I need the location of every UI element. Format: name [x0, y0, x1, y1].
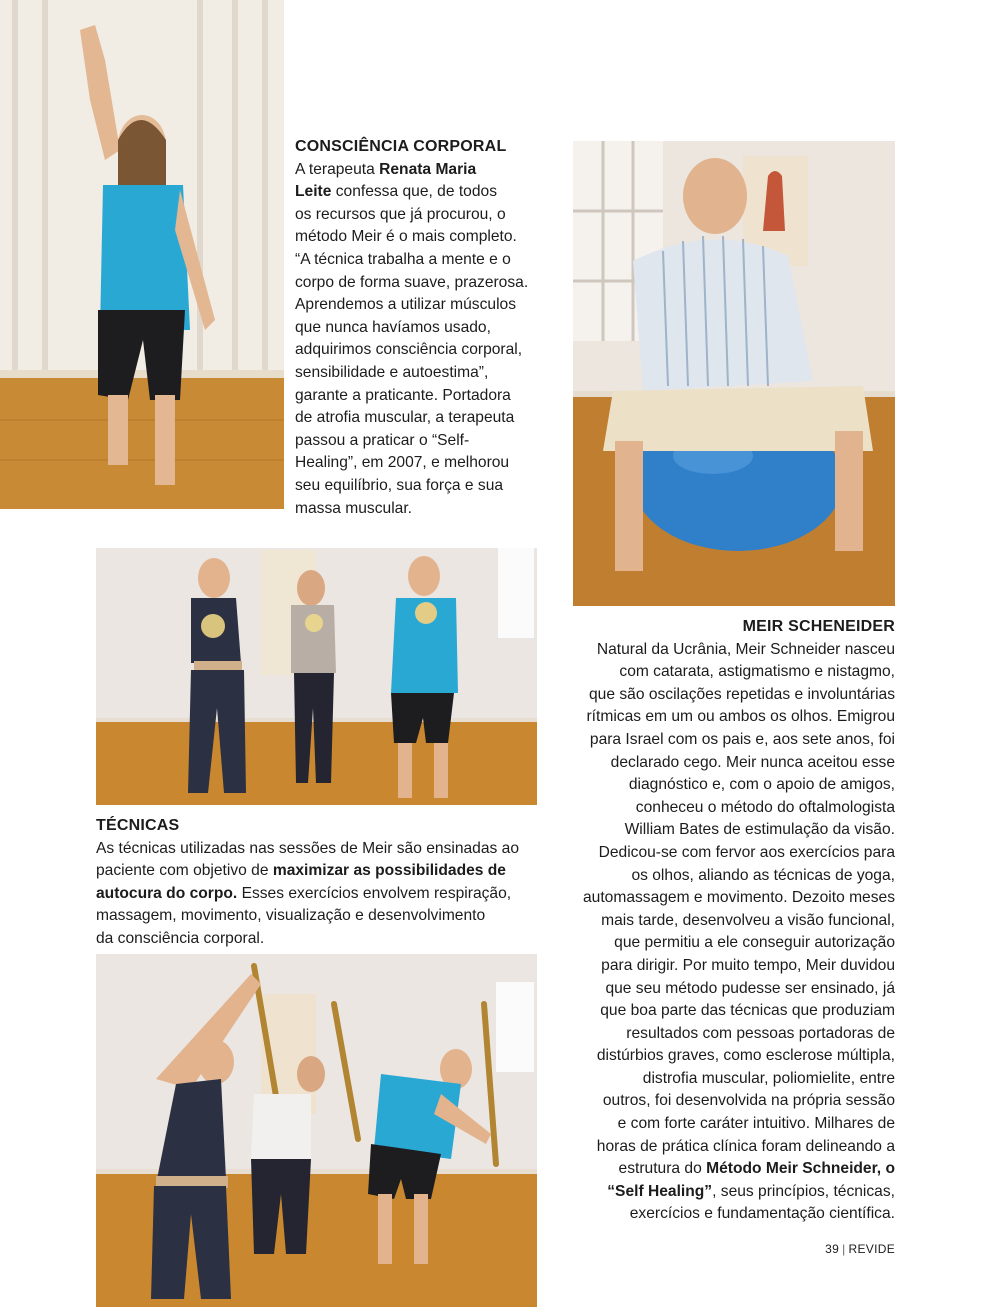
text-segment: que são oscilações repetidas e involuntárias — [589, 685, 895, 703]
text-line — [295, 339, 543, 362]
text-line — [295, 294, 543, 317]
text-segment: William Bates de estimulação da visão. — [624, 821, 895, 839]
text-line — [548, 729, 895, 752]
text-line — [295, 385, 543, 408]
text-line — [295, 159, 543, 182]
text-line — [548, 684, 895, 707]
text-segment: passou a praticar o “Self- — [295, 431, 470, 449]
consciencia-body — [295, 159, 543, 521]
page-footer — [825, 1242, 895, 1256]
meir-body — [548, 639, 895, 1226]
text-line — [548, 1136, 895, 1159]
text-line — [96, 883, 546, 906]
text-line — [96, 928, 546, 951]
text-line — [295, 407, 543, 430]
tecnicas-section — [96, 815, 546, 951]
text-segment: distrofia muscular, poliomielite, entre — [642, 1069, 895, 1087]
text-segment: distúrbios graves, como esclerose múltipla, — [596, 1047, 895, 1065]
text-line — [96, 838, 546, 861]
tecnicas-heading: TÉCNICAS — [96, 817, 180, 834]
text-segment: “A técnica trabalha a mente e o — [295, 250, 511, 268]
text-segment: estrutura do — [618, 1160, 707, 1178]
text-segment: Esses exercícios envolvem respiração, — [237, 884, 512, 902]
text-line — [548, 1090, 895, 1113]
text-line — [548, 752, 895, 775]
text-segment: que boa parte das técnicas que produziam — [600, 1002, 895, 1020]
text-line — [548, 1158, 895, 1181]
page-number: 39 — [825, 1242, 840, 1256]
bold-text: Leite — [295, 183, 332, 201]
text-line — [548, 639, 895, 662]
text-line — [295, 181, 543, 204]
text-line — [295, 362, 543, 385]
text-line — [548, 1023, 895, 1046]
text-line — [295, 204, 543, 227]
text-line — [295, 272, 543, 295]
text-line — [295, 475, 543, 498]
text-segment: método Meir é o mais completo. — [295, 228, 517, 246]
text-segment: os recursos que já procurou, o — [295, 205, 506, 223]
text-segment: com catarata, astigmatismo e nistagmo, — [619, 663, 895, 681]
text-segment: que nunca havíamos usado, — [295, 318, 491, 336]
text-segment: As técnicas utilizadas nas sessões de Meir são ensinadas ao — [96, 839, 519, 857]
bold-text: maximizar as possibilidades de — [272, 862, 506, 880]
text-segment: , seus princípios, técnicas, — [712, 1182, 895, 1200]
text-line — [548, 706, 895, 729]
text-line — [295, 498, 543, 521]
text-segment: Healing”, em 2007, e melhorou — [295, 454, 510, 472]
text-segment: confessa que, de todos — [331, 183, 497, 201]
text-line — [548, 865, 895, 888]
text-line — [548, 1203, 895, 1226]
text-segment: automassagem e movimento. Dezoito meses — [582, 889, 895, 907]
text-segment: A terapeuta — [295, 160, 380, 178]
text-segment: declarado cego. Meir nunca aceitou esse — [610, 753, 895, 771]
consciencia-section — [295, 136, 543, 520]
text-line — [548, 887, 895, 910]
text-line — [548, 1068, 895, 1091]
photo-three-women-holding-balls — [96, 548, 537, 805]
text-segment: que seu método pudesse ser ensinado, já — [605, 979, 895, 997]
text-segment: que permitiu a ele conseguir autorização — [614, 934, 895, 952]
text-segment: corpo de forma suave, prazerosa. — [295, 273, 529, 291]
text-segment: para dirigir. Por muito tempo, Meir duvidou — [601, 956, 895, 974]
text-segment: resultados com pessoas portadoras de — [626, 1024, 895, 1042]
text-segment: exercícios e fundamentação científica. — [629, 1205, 895, 1223]
photo-three-women-stretching-sticks — [96, 954, 537, 1307]
text-segment: conheceu o método do oftalmologista — [635, 798, 895, 816]
text-segment: mais tarde, desenvolveu a visão funcional, — [601, 911, 895, 929]
text-segment: Aprendemos a utilizar músculos — [295, 296, 517, 314]
text-line — [96, 905, 546, 928]
meir-section — [548, 616, 895, 1226]
text-line — [96, 860, 546, 883]
text-line — [548, 978, 895, 1001]
bold-text: Método Meir Schneider, o — [706, 1160, 895, 1178]
text-line — [548, 1045, 895, 1068]
text-segment: Natural da Ucrânia, Meir Schneider nasceu — [596, 640, 895, 658]
text-segment: outros, foi desenvolvida na própria sessão — [602, 1092, 895, 1110]
text-line — [295, 452, 543, 475]
text-line — [548, 661, 895, 684]
text-line — [548, 910, 895, 933]
text-line — [548, 932, 895, 955]
consciencia-heading: CONSCIÊNCIA CORPORAL — [295, 138, 507, 155]
text-line — [295, 226, 543, 249]
text-segment: massagem, movimento, visualização e desenvolvimento — [96, 907, 486, 925]
text-segment: massa muscular. — [295, 499, 412, 517]
text-segment: diagnóstico e, com o apoio de amigos, — [628, 776, 895, 794]
text-line — [548, 797, 895, 820]
text-segment: da consciência corporal. — [96, 929, 265, 947]
text-segment: para Israel com os pais e, aos sete anos, foi — [589, 730, 895, 748]
text-segment: garante a praticante. Portadora — [295, 386, 511, 404]
text-segment: Dedicou-se com fervor aos exercícios para — [598, 843, 895, 861]
bold-text: “Self Healing” — [607, 1182, 713, 1200]
text-line — [548, 1113, 895, 1136]
text-segment: de atrofia muscular, a terapeuta — [295, 409, 515, 427]
bold-text: autocura do corpo. — [96, 884, 238, 902]
text-segment: os olhos, aliando as técnicas de yoga, — [631, 866, 895, 884]
photo-woman-raised-arm — [0, 0, 284, 509]
text-segment: paciente com objetivo de — [96, 862, 273, 880]
text-segment: seu equilíbrio, sua força e sua — [295, 476, 504, 494]
text-line — [548, 1181, 895, 1204]
text-line — [548, 819, 895, 842]
meir-heading: MEIR SCHENEIDER — [742, 618, 895, 635]
text-line — [295, 317, 543, 340]
text-line — [548, 1000, 895, 1023]
text-segment: horas de prática clínica foram delineando a — [596, 1137, 895, 1155]
text-segment: sensibilidade e autoestima”, — [295, 363, 489, 381]
text-line — [295, 430, 543, 453]
text-line — [548, 774, 895, 797]
text-segment: adquirimos consciência corporal, — [295, 341, 523, 359]
bold-text: Renata Maria — [379, 160, 477, 178]
photo-man-on-exercise-ball — [573, 141, 895, 606]
text-line — [548, 955, 895, 978]
text-segment: rítmicas em um ou ambos os olhos. Emigrou — [586, 708, 895, 726]
footer-separator: | — [842, 1242, 846, 1256]
text-line — [548, 842, 895, 865]
magazine-name: REVIDE — [848, 1242, 895, 1256]
text-segment: e com forte caráter intuitivo. Milhares de — [617, 1115, 895, 1133]
text-line — [295, 249, 543, 272]
tecnicas-body — [96, 838, 546, 951]
